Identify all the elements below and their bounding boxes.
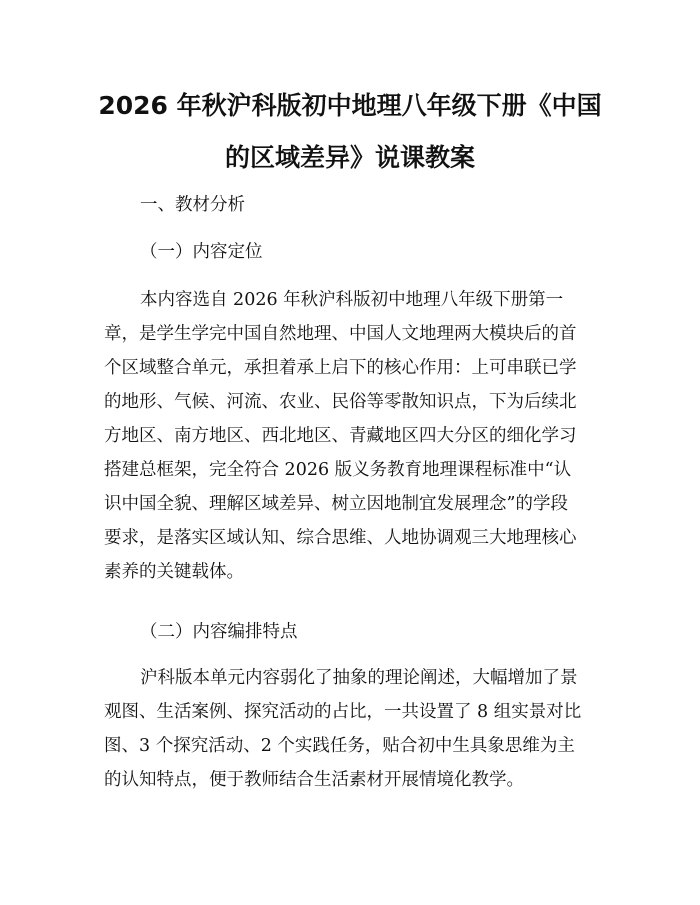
document-title-line-2: 的区域差异》说课教案 [224,143,475,172]
paragraph-line: 的地形、气候、河流、农业、民俗等零散知识点，下为后续北 [104,392,577,412]
subheading-arrangement-features: （二）内容编排特点 [140,622,298,642]
paragraph-line: 的认知特点，便于教师结合生活素材开展情境化教学。 [104,770,524,790]
paragraph-line: 图、3 个探究活动、2 个实践任务，贴合初中生具象思维为主 [104,736,575,756]
paragraph-line: 个区域整合单元，承担着承上启下的核心作用：上可串联已学 [104,358,577,378]
paragraph-line: 搭建总框架，完全符合 2026 版义务教育地理课程标准中“认 [104,460,572,480]
paragraph-line: 素养的关键载体。 [104,562,244,582]
paragraph-line: 要求，是落实区域认知、综合思维、人地协调观三大地理核心 [104,528,577,548]
subheading-content-positioning: （一）内容定位 [140,242,263,262]
paragraph-line: 方地区、南方地区、西北地区、青藏地区四大分区的细化学习 [104,426,577,446]
paragraph-line: 识中国全貌、理解区域差异、树立因地制宜发展理念”的学段 [104,494,568,514]
paragraph-line: 本内容选自 2026 年秋沪科版初中地理八年级下册第一 [140,290,564,310]
paragraph-line: 观图、生活案例、探究活动的占比，一共设置了 8 组实景对比 [104,702,582,722]
document-title-line-1: 2026 年秋沪科版初中地理八年级下册《中国 [98,91,602,120]
paragraph-line: 沪科版本单元内容弱化了抽象的理论阐述，大幅增加了景 [140,668,578,688]
paragraph-line: 章，是学生学完中国自然地理、中国人文地理两大模块后的首 [104,324,577,344]
section-heading-textbook-analysis: 一、教材分析 [140,195,245,215]
